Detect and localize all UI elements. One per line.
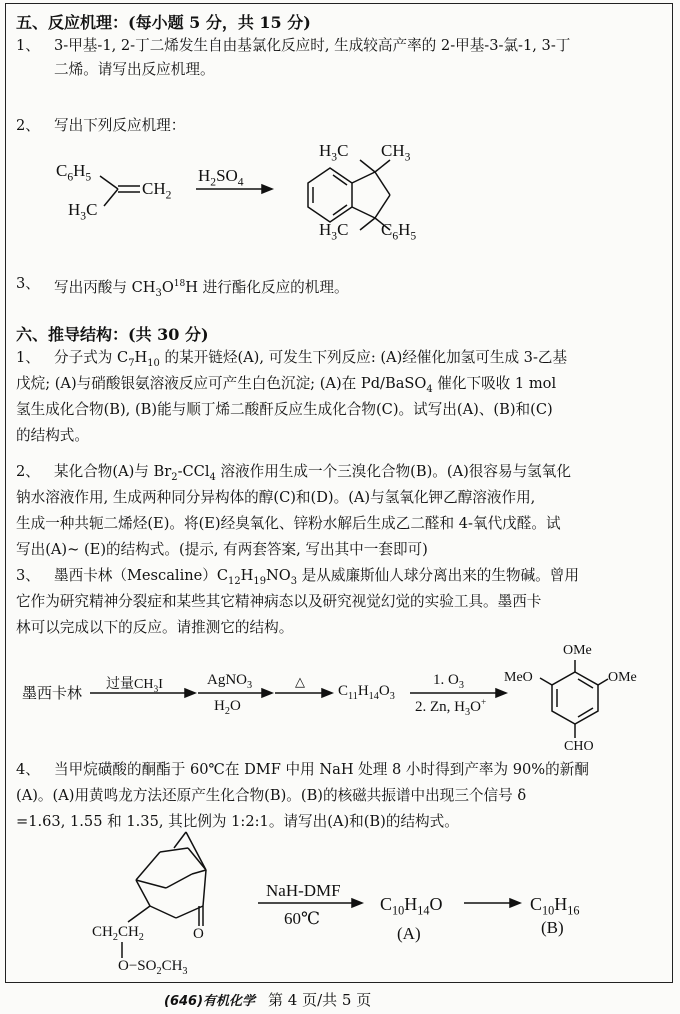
compound-a-label: (A): [397, 924, 421, 943]
step3-heat-label: △: [295, 674, 305, 689]
product-ome-top: OMe: [563, 643, 592, 658]
temperature-label: 60℃: [284, 909, 321, 928]
s6-q3-number: 3、: [16, 567, 40, 584]
reactant-ch2-label: $CH_2$: [142, 179, 172, 202]
s5-q1-line1: 3-甲基-1, 2-丁二烯发生自由基氯化反应时, 生成较高产率的 2-甲基-3-氯-1, 3-丁: [54, 37, 571, 54]
s5-q2-text: 写出下列反应机理：: [54, 117, 186, 134]
product-h3c-top-label: $H_3C$: [319, 141, 349, 164]
compound-a-formula: $C_{10}H_{14}O$: [380, 894, 443, 918]
s6-q4-line2: (A)。(A)用黄鸣龙方法还原产生化合物(B)。(B)的核磁共振谱中出现三个信号 δ: [16, 787, 527, 804]
s6-q3-line1: 墨西卡林$(Mescaline)C_{12}H_{19}NO_3$ 是从威廉斯仙人球分离出来的生物碱。曾用: [54, 567, 579, 587]
s5-q2-number: 2、: [16, 117, 40, 134]
s6-q2-line3: 生成一种共轭二烯烃(E)。将(E)经臭氧化、锌粉水解后生成乙二醛和 4-氧代戊醛。试: [16, 515, 561, 532]
s6-q1-number: 1、: [16, 349, 40, 366]
step1-reagent-label: 过量$CH_3I$: [106, 677, 163, 695]
side-chain-label: $CH_2CH_2$: [92, 924, 144, 943]
step2-reagent-top: AgNO$_3$: [207, 672, 253, 691]
reactant-methyl-label: $H_3C$: [68, 200, 98, 223]
s6-q2-number: 2、: [16, 463, 40, 480]
s6-q2-line4: 写出(A)~ (E)的结构式。(提示, 有两套答案, 写出其中一套即可): [16, 541, 428, 558]
section5-heading: 五、反应机理：(每小题 5 分，共 15 分): [16, 13, 311, 32]
product-ch3-top-label: $CH_3$: [381, 141, 411, 164]
intermediate-formula: $C_{11}H_{14}O_3$: [338, 683, 395, 702]
s6-q3-line3: 林可以完成以下的反应。请推测它的结构。: [16, 619, 294, 636]
step4-reagent-top: 1. $O_3$: [433, 672, 464, 691]
section6-heading: 六、推导结构：(共 30 分): [16, 325, 209, 344]
step4-reagent-bottom: 2. Zn, $H_3O^+$: [415, 698, 487, 718]
s6-q1-line1: 分子式为 $C_7H_{10}$ 的某开链烃(A), 可发生下列反应: (A)经催化加氢可生成 3-乙基: [54, 349, 568, 369]
reactant-phenyl-label: $C_6H_5$: [56, 161, 92, 184]
product-phenyl-label: $C_6H_5$: [381, 220, 417, 243]
mesylate-label: $O-SO_2CH_3$: [118, 958, 188, 977]
compound-b-label: (B): [541, 918, 564, 937]
s6-q3-line2: 它作为研究精神分裂症和某些其它精神病态以及研究视觉幻觉的实验工具。墨西卡: [16, 593, 542, 610]
reagent-h2so4-label: $H_2SO_4$: [198, 166, 244, 189]
product-meo-left: MeO: [504, 670, 533, 685]
s5-q1-line2: 二烯。请写出反应机理。: [54, 61, 215, 78]
compound-b-formula: $C_{10}H_{16}$: [530, 894, 580, 918]
s6-q4-line1: 当甲烷磺酸的酮酯于 60℃在 DMF 中用 NaH 处理 8 小时得到产率为 90%的新酮: [54, 761, 589, 778]
mescaline-start-label: 墨西卡林: [22, 684, 83, 702]
s6-q2-line1: 某化合物(A)与 $Br_2-CCl_4$ 溶液作用生成一个三溴化合物(B)。(A)很容易与氢氧化: [54, 463, 571, 483]
s6-q1-line2: 戊烷; (A)与硝酸银氨溶液反应可产生白色沉淀; (A)在 Pd/BaSO$_4$ 催化下吸收 1 mol: [16, 375, 557, 395]
s6-q1-line3: 氢生成化合物(B), (B)能与顺丁烯二酸酐反应生成化合物(C)。试写出(A)、(B)和(C): [16, 401, 553, 418]
nah-dmf-label: NaH-DMF: [266, 881, 341, 900]
s6-q4-number: 4、: [16, 761, 40, 778]
s5-q3-number: 3、: [16, 275, 40, 292]
footer-page-number: 第 4 页/共 5 页: [268, 991, 372, 1009]
product-ome-right: OMe: [608, 670, 637, 685]
s5-q3-text: 写出丙酸与 $CH_3O^{18}H$ 进行酯化反应的机理。: [54, 278, 349, 299]
s5-q1-number: 1、: [16, 37, 40, 54]
s6-q1-line4: 的结构式。: [16, 427, 89, 444]
footer-handwritten-code: (646)有机化学: [164, 994, 256, 1009]
s6-q4-line3: =1.63, 1.55 和 1.35, 其比例为 1:2:1。请写出(A)和(B)的结构式。: [16, 813, 459, 830]
step2-reagent-bottom: $H_2O$: [214, 698, 241, 717]
product-cho: CHO: [564, 739, 594, 754]
s6-q2-line2: 钠水溶液作用, 生成两种同分异构体的醇(C)和(D)。(A)与氢氧化钾乙醇溶液作用,: [16, 489, 536, 506]
ketone-oxygen-label: O: [193, 926, 204, 942]
product-h3c-bottom-label: $H_3C$: [319, 220, 349, 243]
